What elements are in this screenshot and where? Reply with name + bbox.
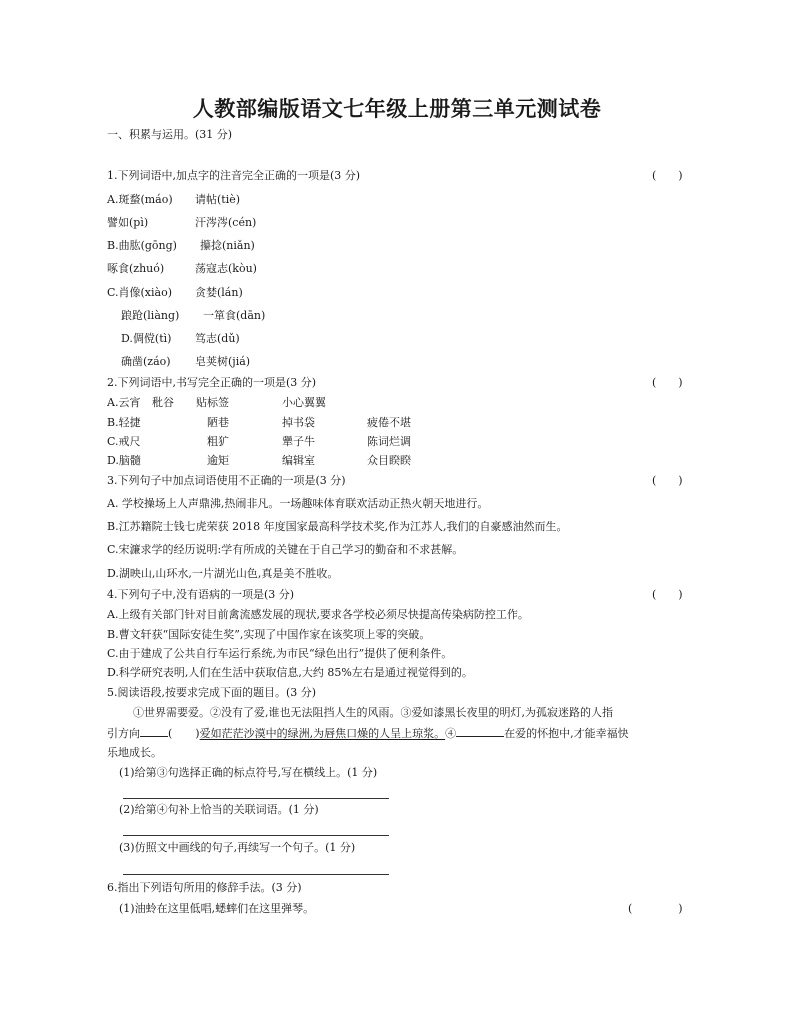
answer-paren: ( ) (652, 169, 683, 182)
q2-option-b-1: B.轻捷 (107, 416, 141, 429)
q2-option-c-4: 陈词烂调 (367, 435, 411, 448)
option-b-word-3: 啄食(zhuó) (107, 262, 165, 275)
answer-line[interactable] (123, 798, 389, 799)
q2-option-c-1: C.戒尺 (107, 435, 141, 448)
q6-sub-question-1: (1)油蛉在这里低唱,蟋蟀们在这里弹琴。 (119, 902, 315, 915)
option-d-word-1: D.倜傥(tì) (121, 332, 172, 345)
q4-option-a: A.上级有关部门针对目前禽流感发展的现状,要求各学校必须尽快提高传染病防控工作。 (107, 608, 529, 621)
option-a-word-1: A.斑蝥(máo) (107, 193, 173, 206)
question-6-stem: 6.指出下列语句所用的修辞手法。(3 分) (107, 881, 302, 894)
answer-paren: ( ) (652, 376, 683, 389)
passage-line-2 (107, 726, 629, 741)
q2-option-d-2: 逾矩 (207, 454, 229, 467)
option-a-word-4: 汗涔涔(cén) (195, 216, 257, 229)
option-d-word-3: 确凿(záo) (121, 355, 171, 368)
question-4-stem: 4.下列句子中,没有语病的一项是(3 分) (107, 588, 295, 601)
question-5-stem: 5.阅读语段,按要求完成下面的题目。(3 分) (107, 686, 317, 699)
q4-option-c: C.由于建成了公共自行车运行系统,为市民“绿色出行”提供了便利条件。 (107, 647, 453, 660)
answer-paren: ( ) (652, 588, 683, 601)
q2-option-d-4: 众目睽睽 (367, 454, 411, 467)
q2-option-a-1: A.云宵 (107, 396, 141, 409)
passage-text: 在爱的怀抱中,才能幸福快 (504, 727, 629, 740)
option-c-word-3: 踉跄(liàng) (121, 309, 180, 322)
option-b-word-1: B.曲肱(gōng) (107, 239, 177, 252)
answer-line[interactable] (123, 874, 389, 875)
q3-option-a: A. 学校操场上人声鼎沸,热闹非凡。一场趣味体育联欢活动正热火朝天地进行。 (107, 497, 489, 510)
underlined-sentence: 爱如茫茫沙漠中的绿洲,为唇焦口燥的人呈上琼浆。 (199, 727, 446, 740)
q2-option-c-2: 粗犷 (207, 435, 229, 448)
option-b-word-4: 荡寇志(kòu) (195, 262, 257, 275)
passage-line-3: 乐地成长。 (107, 746, 162, 759)
q2-option-a-2: 秕谷 (152, 396, 174, 409)
q3-option-d: D.湖映山,山环水,一片湖光山色,真是美不胜收。 (107, 567, 339, 580)
answer-line[interactable] (123, 835, 389, 836)
option-d-word-4: 皂荚树(jiá) (195, 355, 251, 368)
q4-option-b: B.曹文轩获“国际安徒生奖”,实现了中国作家在该奖项上零的突破。 (107, 628, 431, 641)
q3-option-c: C.宋濂求学的经历说明:学有所成的关键在于自己学习的勤奋和不求甚解。 (107, 543, 464, 556)
q2-option-d-3: 编辑室 (282, 454, 315, 467)
q2-option-d-1: D.脑髓 (107, 454, 141, 467)
q2-option-b-4: 疲倦不堪 (367, 416, 411, 429)
passage-text: ④ (445, 727, 457, 740)
q3-option-b: B.江苏籍院士钱七虎荣获 2018 年度国家最高科学技术奖,作为江苏人,我们的自豪感油然而生。 (107, 520, 568, 533)
passage-text: 引方向 (107, 727, 140, 740)
option-b-word-2: 攥捻(niǎn) (200, 239, 255, 252)
passage-line-1: ①世界需要爱。②没有了爱,谁也无法阻挡人生的风雨。③爱如漆黑长夜里的明灯,为孤寂迷路的人指 (133, 706, 613, 719)
passage-text: ( (168, 727, 184, 740)
question-2-stem: 2.下列词语中,书写完全正确的一项是(3 分) (107, 376, 317, 389)
sub-question-3: (3)仿照文中画线的句子,再续写一个句子。(1 分) (119, 841, 356, 854)
option-a-word-3: 譬如(pì) (107, 216, 149, 229)
q2-option-c-3: 犟子牛 (282, 435, 315, 448)
sub-question-1: (1)给第③句选择正确的标点符号,写在横线上。(1 分) (119, 766, 378, 779)
option-a-word-2: 请帖(tiè) (195, 193, 241, 206)
option-c-word-1: C.肖像(xiào) (107, 286, 173, 299)
connective-blank[interactable] (456, 726, 504, 737)
sub-question-2: (2)给第④句补上恰当的关联词语。(1 分) (119, 803, 319, 816)
option-c-word-2: 贪婪(lán) (195, 286, 243, 299)
q2-option-a-3: 贴标签 (196, 396, 229, 409)
punctuation-blank[interactable] (140, 726, 168, 737)
page-title: 人教部编版语文七年级上册第三单元测试卷 (192, 96, 602, 121)
option-d-word-2: 笃志(dǔ) (195, 332, 240, 345)
answer-paren: ( ) (628, 902, 691, 915)
q4-option-d: D.科学研究表明,人们在生活中获取信息,大约 85%左右是通过视觉得到的。 (107, 666, 473, 679)
question-3-stem: 3.下列句子中加点词语使用不正确的一项是(3 分) (107, 474, 346, 487)
q2-option-b-2: 陋巷 (207, 416, 229, 429)
section-heading: 一、积累与运用。(31 分) (107, 128, 233, 141)
option-c-word-4: 一箪食(dān) (203, 309, 266, 322)
question-1-stem: 1.下列词语中,加点字的注音完全正确的一项是(3 分) (107, 169, 361, 182)
q2-option-b-3: 掉书袋 (282, 416, 315, 429)
answer-paren: ( ) (652, 474, 683, 487)
passage-text: ) (195, 727, 200, 740)
q2-option-a-4: 小心翼翼 (282, 396, 326, 409)
